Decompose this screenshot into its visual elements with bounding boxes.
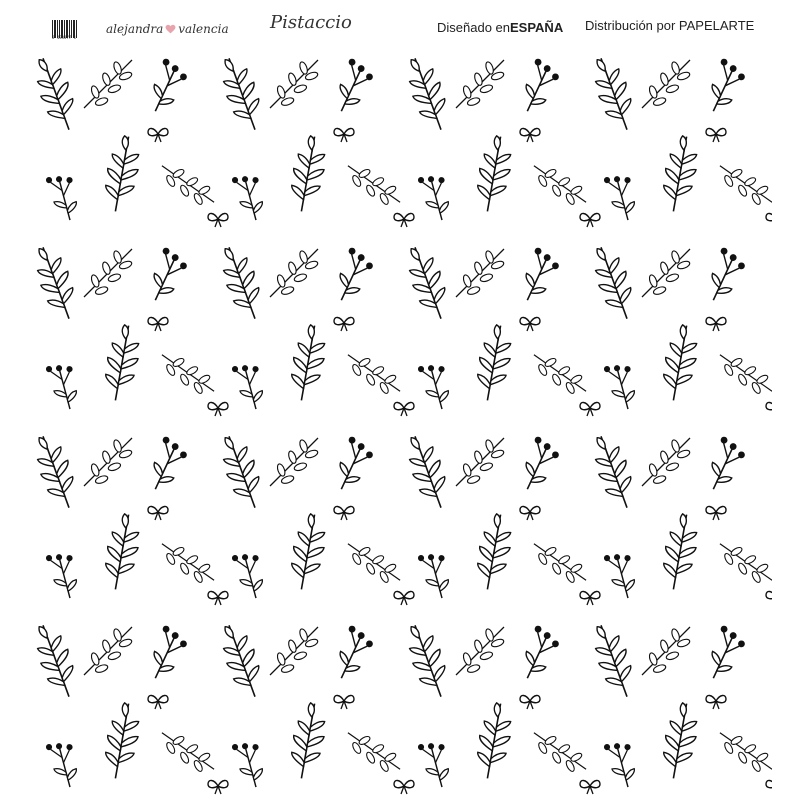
- product-name: Pistaccio: [270, 12, 352, 33]
- distribution-label: Distribución por PAPELARTE: [585, 18, 755, 33]
- made-in-prefix: Diseñado en: [437, 20, 510, 35]
- made-in-country: ESPAÑA: [510, 20, 564, 35]
- brand-logo: [106, 22, 229, 36]
- barcode-digits: 8 433377 1: [52, 35, 77, 40]
- made-in-label: [437, 20, 563, 35]
- brand-name-first: alejandra: [106, 22, 164, 36]
- barcode: [52, 16, 80, 38]
- botanical-pattern: [28, 44, 772, 800]
- heart-icon: [165, 24, 176, 35]
- paper-header: [0, 0, 800, 46]
- brand-name-last: valencia: [178, 22, 229, 36]
